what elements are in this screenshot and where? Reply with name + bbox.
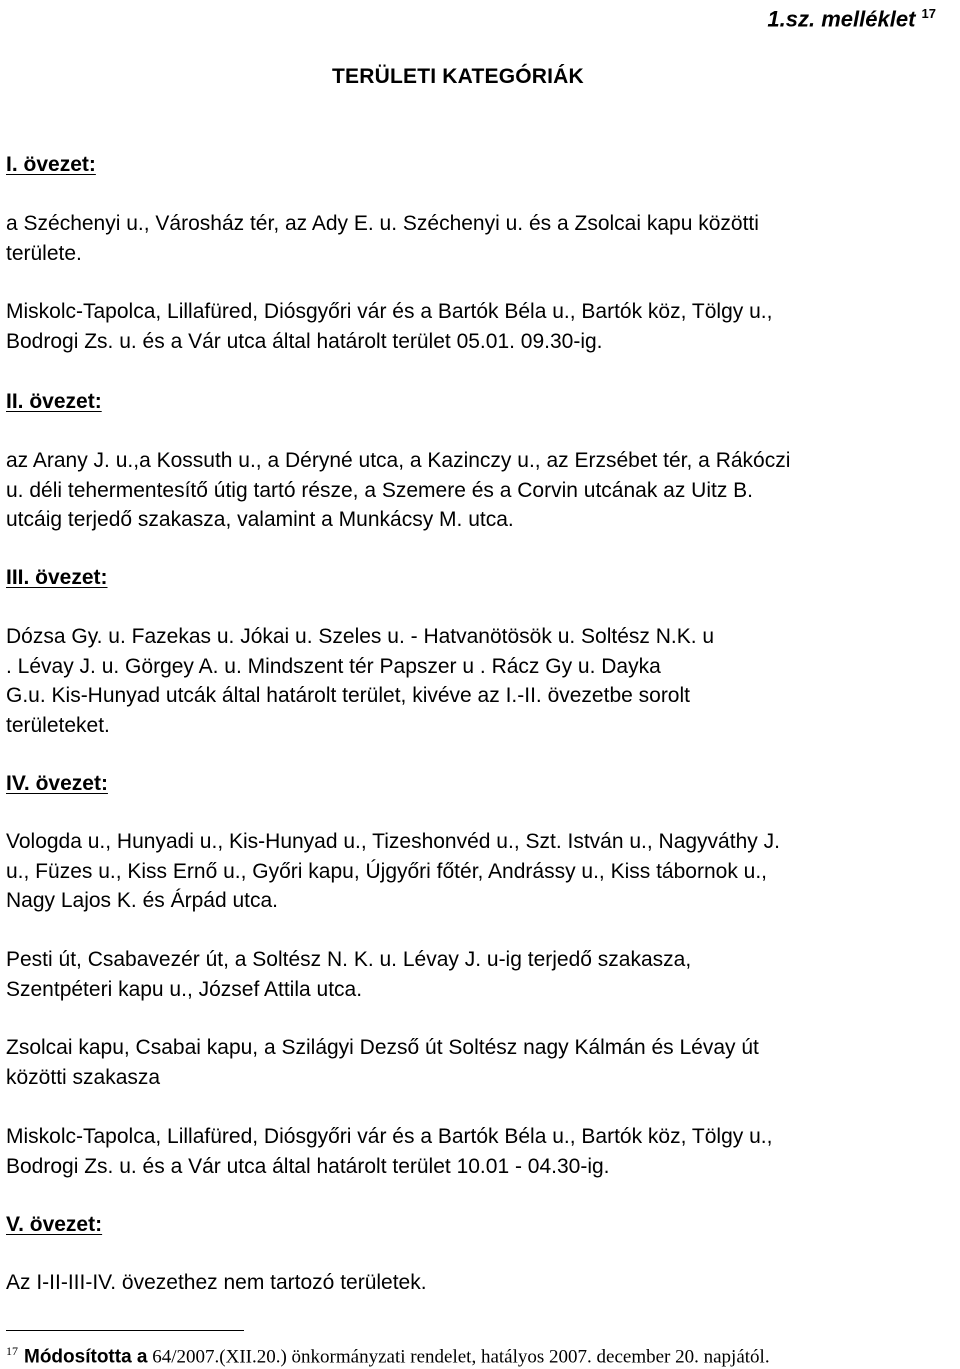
zone-5-paragraph-1: Az I-II-III-IV. övezethez nem tartozó területek. xyxy=(6,1271,427,1294)
zone-4-paragraph-3: Zsolcai kapu, Csabai kapu, a Szilágyi Dezső út Soltész nagy Kálmán és Lévay út közötti szakasza xyxy=(6,1036,759,1089)
zone-2-paragraph-1: az Arany J. u.,a Kossuth u., a Déryné utca, a Kazinczy u., az Erzsébet tér, a Rákóczi u. déli tehermentesítő útig tartó része, a Szemere és a Corvin utcának az Uitz B. utcáig terjedő szakasza, valamint a Munkácsy M. utca. xyxy=(6,449,791,531)
annex-label xyxy=(767,0,936,33)
footnote-separator xyxy=(6,1330,244,1331)
annex-label-text: 1.sz. melléklet xyxy=(767,6,916,32)
footnote-text: 64/2007.(XII.20.) önkormányzati rendelet, hatályos 2007. december 20. napjától. xyxy=(152,1346,770,1368)
footnote-modifier-label: Módosította a xyxy=(24,1346,148,1368)
zone-2-heading: II. övezet: xyxy=(6,390,102,413)
zone-1-paragraph-1: a Széchenyi u., Városház tér, az Ady E. u. Széchenyi u. és a Zsolcai kapu közötti területe. xyxy=(6,212,759,265)
footnote-reference[interactable]: 17 xyxy=(921,6,936,21)
footnote xyxy=(6,1339,770,1369)
page-title: TERÜLETI KATEGÓRIÁK xyxy=(332,65,584,88)
footnote-number: 17 xyxy=(6,1344,18,1358)
zone-4-paragraph-2: Pesti út, Csabavezér út, a Soltész N. K. u. Lévay J. u-ig terjedő szakasza, Szentpéteri kapu u., József Attila utca. xyxy=(6,948,692,1001)
zone-1-paragraph-2: Miskolc-Tapolca, Lillafüred, Diósgyőri vár és a Bartók Béla u., Bartók köz, Tölgy u., Bodrogi Zs. u. és a Vár utca által határolt terület 05.01. 09.30-ig. xyxy=(6,300,773,353)
zone-4-heading: IV. övezet: xyxy=(6,772,108,795)
zone-3-heading: III. övezet: xyxy=(6,566,108,589)
zone-4-paragraph-4: Miskolc-Tapolca, Lillafüred, Diósgyőri vár és a Bartók Béla u., Bartók köz, Tölgy u., Bodrogi Zs. u. és a Vár utca által határolt terület 10.01 - 04.30-ig. xyxy=(6,1125,773,1178)
zone-3-paragraph-1: Dózsa Gy. u. Fazekas u. Jókai u. Szeles u. - Hatvanötösök u. Soltész N.K. u . Lévay J. u. Görgey A. u. Mindszent tér Papszer u . Rácz Gy u. Dayka G.u. Kis-Hunyad utcák által határolt terület, kivéve az I.-II. övezetbe sorolt területeket. xyxy=(6,625,715,737)
zone-5-heading: V. övezet: xyxy=(6,1213,103,1236)
zone-4-paragraph-1: Vologda u., Hunyadi u., Kis-Hunyad u., Tizeshonvéd u., Szt. István u., Nagyváthy J. u., Füzes u., Kiss Ernő u., Győri kapu, Újgyőri főtér, Andrássy u., Kiss tábornok u., Nagy Lajos K. és Árpád utca. xyxy=(6,830,780,912)
zone-1-heading: I. övezet: xyxy=(6,153,96,176)
